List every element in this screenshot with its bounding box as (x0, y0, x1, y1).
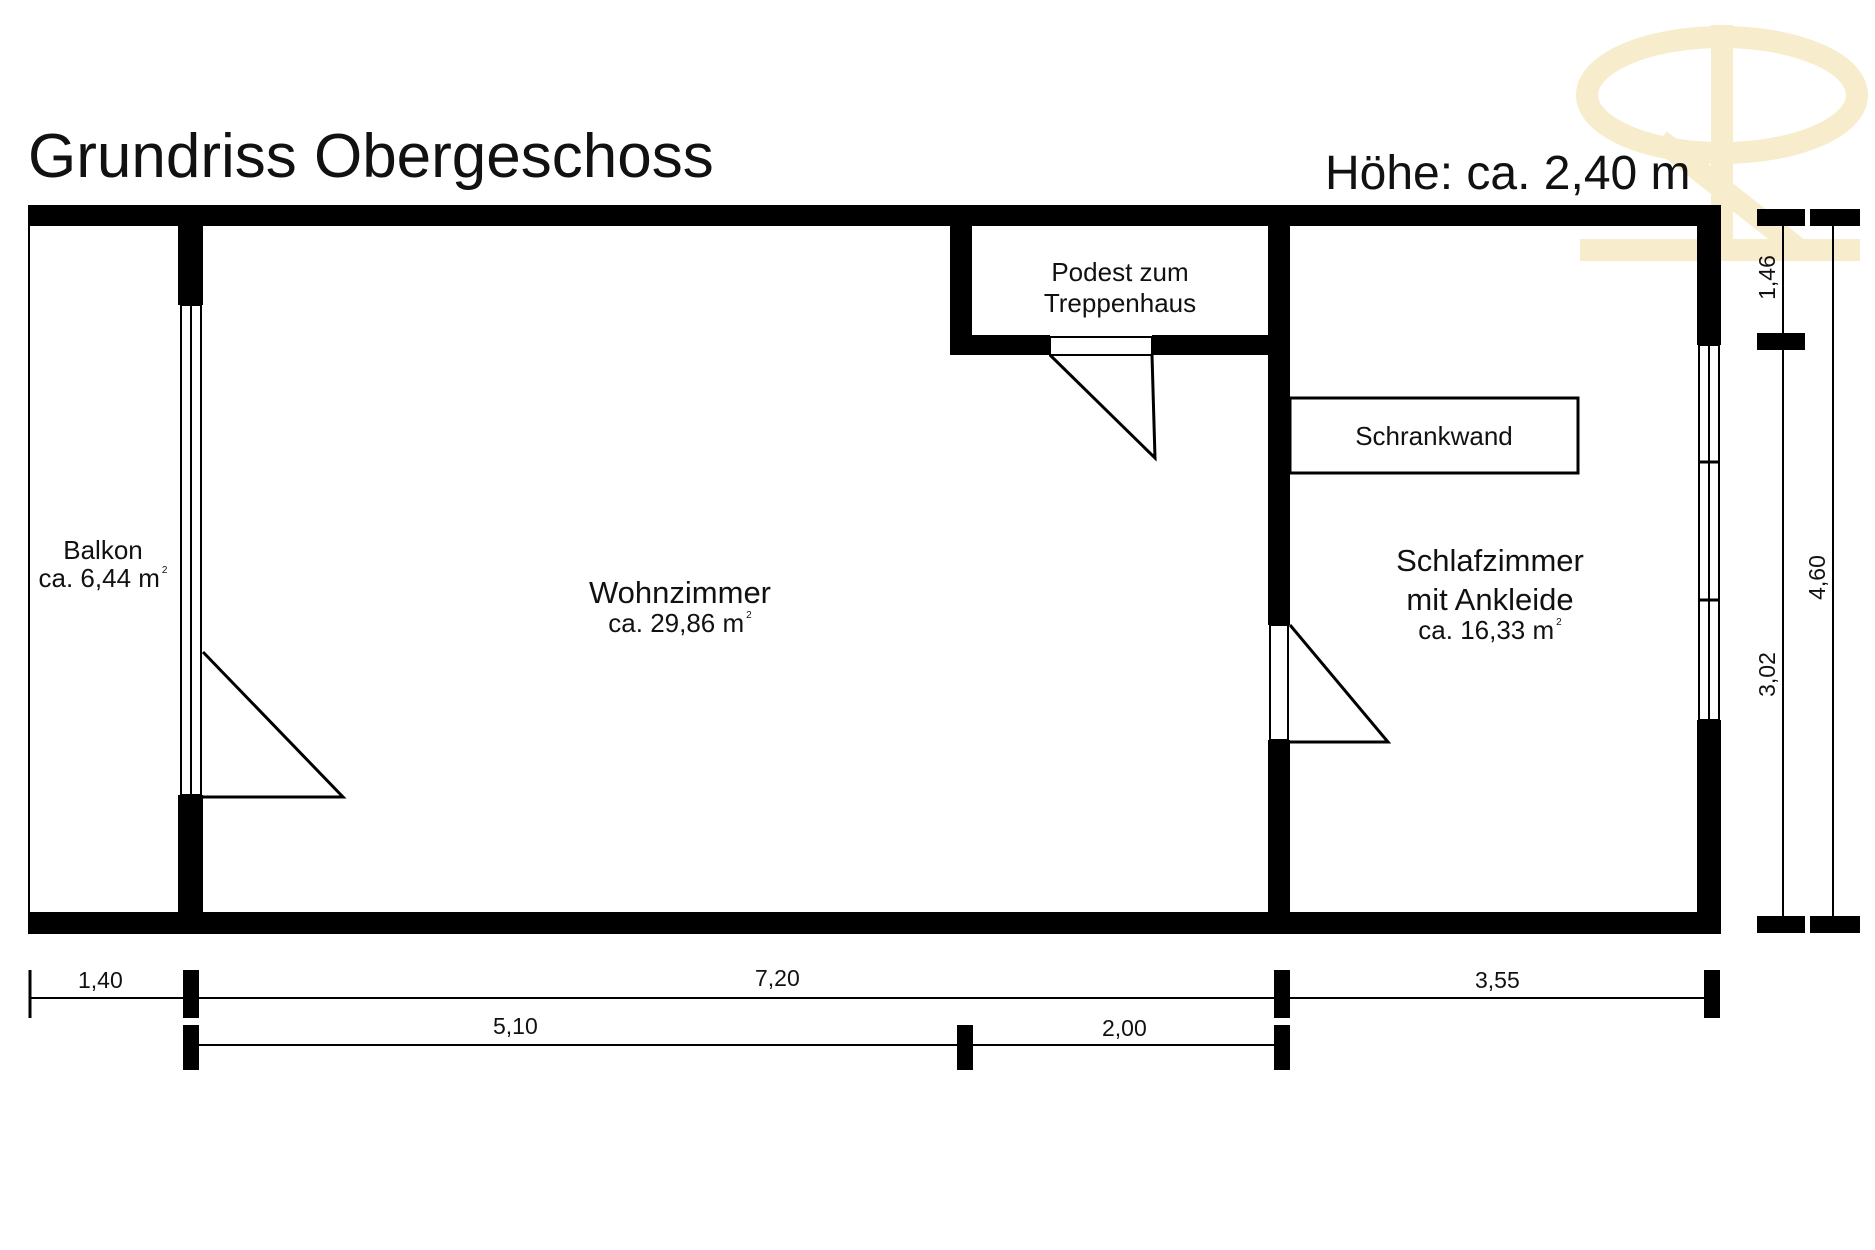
room-podest-line1: Podest zum (1051, 257, 1189, 287)
room-wohnzimmer (560, 577, 800, 636)
ceiling-height: Höhe: ca. 2,40 m (1325, 147, 1691, 200)
room-podest (1000, 259, 1240, 316)
dim-wohnzimmer-width: 7,20 (755, 965, 800, 991)
room-schlafzimmer-line1: Schlafzimmer (1396, 543, 1584, 578)
room-schlafzimmer-line2: mit Ankleide (1406, 582, 1574, 617)
horizontal-dimensions (30, 967, 1720, 1070)
dim-segment-2: 2,00 (1102, 1015, 1147, 1041)
dim-schlafzimmer-width: 3,55 (1475, 967, 1520, 993)
dim-balkon-width: 1,40 (78, 967, 123, 993)
dim-vertical-lower: 3,02 (1753, 652, 1780, 697)
dim-vertical-upper: 1,46 (1753, 255, 1780, 300)
door-swings (203, 355, 1388, 797)
dim-vertical-total: 4,60 (1803, 555, 1830, 600)
dim-segment-1: 5,10 (493, 1013, 538, 1039)
room-wohnzimmer-name: Wohnzimmer (588, 575, 772, 610)
room-schlafzimmer (1360, 545, 1620, 643)
room-balkon (36, 537, 170, 591)
page-title: Grundriss Obergeschoss (28, 122, 714, 191)
room-balkon-name: Balkon (63, 535, 143, 565)
room-podest-line2: Treppenhaus (1043, 288, 1197, 318)
room-balkon-area: ca. 6,44 m $^2$ (38, 563, 168, 593)
label-schrankwand: Schrankwand (1355, 421, 1513, 451)
room-wohnzimmer-area: ca. 29,86 m $^2$ (608, 608, 752, 638)
room-schlafzimmer-area: ca. 16,33 m $^2$ (1418, 615, 1562, 645)
